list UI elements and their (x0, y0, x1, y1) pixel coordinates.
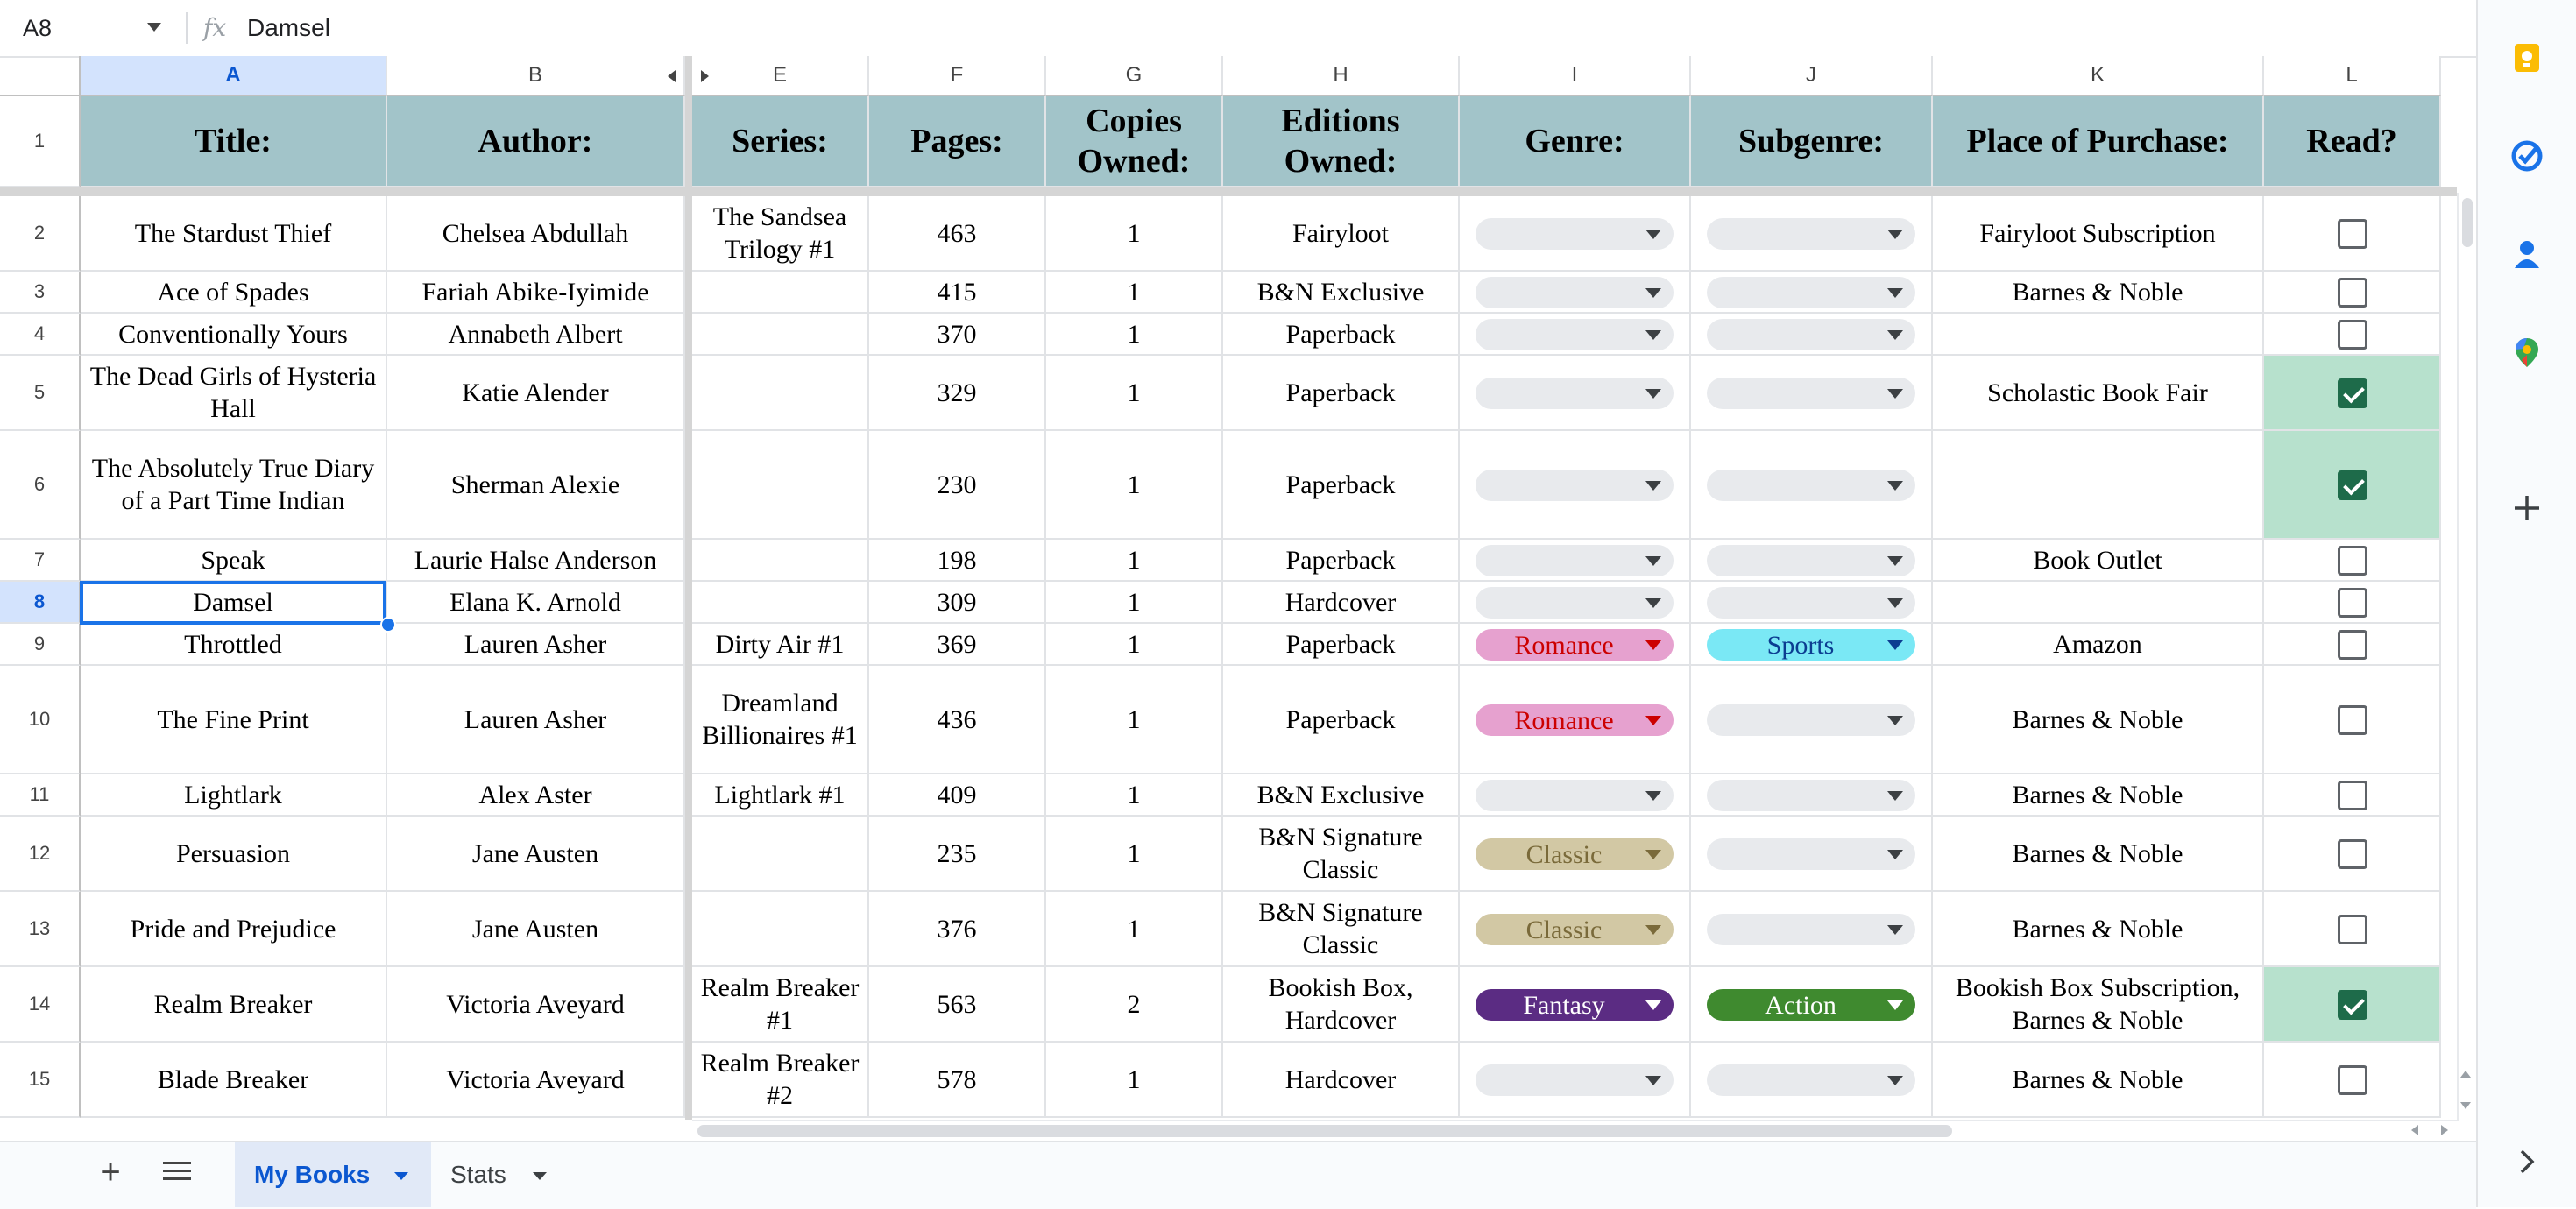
read-checkbox[interactable] (2338, 278, 2367, 308)
formula-divider (186, 12, 188, 44)
row-header-11[interactable]: 11 (0, 774, 81, 817)
cell-genre[interactable] (1460, 196, 1691, 272)
read-checkbox[interactable] (2338, 320, 2367, 350)
cell-read[interactable] (2264, 666, 2441, 774)
cell-purchase[interactable]: Scholastic Book Fair (1933, 356, 2264, 431)
cell-pages[interactable]: 230 (869, 431, 1046, 540)
genre-chip-label: Fantasy (1523, 990, 1605, 1020)
cell-title[interactable]: Damsel (81, 582, 387, 624)
cell-series[interactable]: Dreamland Billionaires #1 (692, 666, 869, 774)
read-checkbox[interactable] (2338, 546, 2367, 576)
genre-dropdown-chip[interactable] (1476, 914, 1674, 945)
genre-dropdown-chip[interactable] (1476, 378, 1674, 409)
cell-editions[interactable]: Paperback (1223, 540, 1460, 582)
cell-subgenre[interactable] (1691, 774, 1933, 817)
cell-author[interactable]: Victoria Aveyard (387, 967, 685, 1043)
fx-icon: fx (203, 13, 227, 42)
subgenre-dropdown-chip[interactable] (1707, 838, 1915, 870)
genre-dropdown-chip[interactable] (1476, 470, 1674, 501)
subgenre-dropdown-chip[interactable] (1707, 470, 1915, 501)
cell-series[interactable]: Realm Breaker #1 (692, 967, 869, 1043)
row-header-14[interactable]: 14 (0, 967, 81, 1043)
cell-subgenre[interactable] (1691, 272, 1933, 314)
chevron-down-icon[interactable] (1645, 330, 1661, 340)
contacts-icon[interactable] (2509, 237, 2544, 272)
chevron-down-icon[interactable] (394, 1172, 408, 1180)
cell-pages[interactable]: 409 (869, 774, 1046, 817)
cell-editions[interactable]: Paperback (1223, 666, 1460, 774)
header-cell-purchase[interactable]: Place of Purchase: (1933, 96, 2264, 187)
genre-dropdown-chip[interactable] (1476, 838, 1674, 870)
genre-chip-label: Romance (1514, 705, 1614, 735)
subgenre-dropdown-chip[interactable] (1707, 545, 1915, 576)
header-cell-genre[interactable]: Genre: (1460, 96, 1691, 187)
name-box-chevron-down-icon[interactable] (147, 23, 161, 32)
genre-dropdown-chip[interactable] (1476, 587, 1674, 619)
cell-read[interactable] (2264, 774, 2441, 817)
cell-read[interactable] (2264, 892, 2441, 967)
add-addon-icon[interactable] (2509, 491, 2544, 526)
row-header-2[interactable]: 2 (0, 196, 81, 272)
frozen-row-divider[interactable] (0, 187, 2457, 196)
cell-title[interactable]: Speak (81, 540, 387, 582)
chevron-down-icon[interactable] (1645, 288, 1661, 298)
cell-copies[interactable]: 1 (1046, 540, 1223, 582)
chevron-down-icon[interactable] (1645, 389, 1661, 399)
chevron-down-icon[interactable] (1645, 230, 1661, 239)
chevron-down-icon[interactable] (1645, 791, 1661, 801)
row-header-3[interactable]: 3 (0, 272, 81, 314)
cell-author[interactable]: Victoria Aveyard (387, 1043, 685, 1118)
cell-read[interactable] (2264, 272, 2441, 314)
cell-series[interactable]: The Sandsea Trilogy #1 (692, 196, 869, 272)
vertical-scroll-thumb[interactable] (2462, 198, 2473, 247)
add-sheet-button[interactable]: + (100, 1153, 121, 1191)
scroll-up-arrow-icon[interactable] (2460, 1071, 2471, 1078)
cell-title[interactable]: Throttled (81, 624, 387, 666)
cell-copies[interactable]: 1 (1046, 1043, 1223, 1118)
subgenre-dropdown-chip[interactable] (1707, 587, 1915, 619)
header-cell-title[interactable]: Title: (81, 96, 387, 187)
cell-read[interactable] (2264, 624, 2441, 666)
row-header-4[interactable]: 4 (0, 314, 81, 356)
cell-series[interactable] (692, 540, 869, 582)
cell-title[interactable]: Blade Breaker (81, 1043, 387, 1118)
cell-purchase[interactable] (1933, 431, 2264, 540)
column-header-b[interactable]: B (387, 56, 685, 96)
column-header-a[interactable]: A (81, 56, 387, 96)
chevron-down-icon[interactable] (1645, 598, 1661, 608)
column-header-i[interactable]: I (1460, 56, 1691, 96)
name-box[interactable]: A8 (23, 15, 53, 41)
expand-panel-icon[interactable] (2509, 1144, 2544, 1179)
cell-author[interactable]: Annabeth Albert (387, 314, 685, 356)
cell-purchase[interactable]: Barnes & Noble (1933, 666, 2264, 774)
read-checkbox[interactable] (2338, 630, 2367, 660)
scroll-right-arrow-icon[interactable] (2441, 1125, 2448, 1135)
cell-subgenre[interactable] (1691, 540, 1933, 582)
row-header-6[interactable]: 6 (0, 431, 81, 540)
chevron-down-icon[interactable] (1645, 1076, 1661, 1085)
read-checkbox-checked[interactable] (2338, 990, 2367, 1020)
cell-copies[interactable]: 1 (1046, 774, 1223, 817)
keep-icon[interactable] (2509, 40, 2544, 75)
genre-dropdown-chip[interactable] (1476, 704, 1674, 736)
chevron-down-icon[interactable] (1887, 640, 1903, 650)
cell-title[interactable]: Realm Breaker (81, 967, 387, 1043)
cell-pages[interactable]: 578 (869, 1043, 1046, 1118)
cell-read[interactable] (2264, 431, 2441, 540)
cell-genre[interactable] (1460, 892, 1691, 967)
subgenre-dropdown-chip[interactable] (1707, 780, 1915, 811)
cell-series[interactable] (692, 314, 869, 356)
cell-read[interactable] (2264, 356, 2441, 431)
cell-purchase[interactable]: Amazon (1933, 624, 2264, 666)
chevron-down-icon[interactable] (1645, 481, 1661, 491)
cell-subgenre[interactable] (1691, 624, 1933, 666)
cell-subgenre[interactable] (1691, 1043, 1933, 1118)
genre-dropdown-chip[interactable] (1476, 277, 1674, 308)
subgenre-chip-label: Action (1765, 990, 1836, 1020)
cell-pages[interactable]: 198 (869, 540, 1046, 582)
cell-purchase[interactable]: Barnes & Noble (1933, 1043, 2264, 1118)
cell-copies[interactable]: 1 (1046, 356, 1223, 431)
cell-title[interactable]: Pride and Prejudice (81, 892, 387, 967)
cell-copies[interactable]: 1 (1046, 196, 1223, 272)
maps-icon[interactable] (2509, 335, 2544, 370)
cell-purchase[interactable]: Bookish Box Subscription, Barnes & Noble (1933, 967, 2264, 1043)
cell-title[interactable]: Ace of Spades (81, 272, 387, 314)
chevron-down-icon[interactable] (1887, 850, 1903, 859)
cell-title[interactable]: The Absolutely True Diary of a Part Time Indian (81, 431, 387, 540)
cell-series[interactable]: Realm Breaker #2 (692, 1043, 869, 1118)
cell-author[interactable]: Jane Austen (387, 892, 685, 967)
cell-editions[interactable]: Paperback (1223, 624, 1460, 666)
cell-series[interactable] (692, 356, 869, 431)
cell-pages[interactable]: 370 (869, 314, 1046, 356)
formula-bar (0, 0, 2476, 58)
chevron-down-icon[interactable] (1887, 481, 1903, 491)
cell-author[interactable]: Fariah Abike-Iyimide (387, 272, 685, 314)
cell-purchase[interactable] (1933, 314, 2264, 356)
chevron-down-icon[interactable] (1645, 716, 1661, 725)
read-checkbox[interactable] (2338, 915, 2367, 944)
header-cell-series[interactable]: Series: (692, 96, 869, 187)
cell-read[interactable] (2264, 582, 2441, 624)
cell-subgenre[interactable] (1691, 431, 1933, 540)
cell-editions[interactable]: Bookish Box, Hardcover (1223, 967, 1460, 1043)
cell-editions[interactable]: Fairyloot (1223, 196, 1460, 272)
cell-author[interactable]: Lauren Asher (387, 666, 685, 774)
cell-purchase[interactable]: Barnes & Noble (1933, 272, 2264, 314)
chevron-down-icon[interactable] (1645, 556, 1661, 566)
cell-genre[interactable] (1460, 967, 1691, 1043)
cell-pages[interactable]: 563 (869, 967, 1046, 1043)
cell-purchase[interactable]: Book Outlet (1933, 540, 2264, 582)
cell-purchase[interactable]: Barnes & Noble (1933, 892, 2264, 967)
cell-genre[interactable] (1460, 666, 1691, 774)
tasks-icon[interactable] (2509, 138, 2544, 173)
sheet-tab-stats[interactable] (431, 1142, 571, 1207)
genre-chip-label: Romance (1514, 630, 1614, 660)
cell-subgenre[interactable] (1691, 196, 1933, 272)
genre-chip-label: Classic (1525, 915, 1603, 944)
genre-dropdown-chip[interactable] (1476, 319, 1674, 350)
select-all-corner[interactable] (0, 56, 81, 96)
genre-dropdown-chip[interactable] (1476, 989, 1674, 1021)
row-header-12[interactable]: 12 (0, 817, 81, 892)
cell-author[interactable]: Lauren Asher (387, 624, 685, 666)
cell-editions[interactable]: Paperback (1223, 431, 1460, 540)
cell-copies[interactable]: 2 (1046, 967, 1223, 1043)
cell-author[interactable]: Laurie Halse Anderson (387, 540, 685, 582)
row-header-10[interactable]: 10 (0, 666, 81, 774)
cell-editions[interactable]: B&N Exclusive (1223, 774, 1460, 817)
cell-copies[interactable]: 1 (1046, 582, 1223, 624)
cell-series[interactable] (692, 892, 869, 967)
subgenre-dropdown-chip[interactable] (1707, 914, 1915, 945)
header-cell-editions[interactable]: Editions Owned: (1223, 96, 1460, 187)
read-checkbox[interactable] (2338, 781, 2367, 810)
chevron-down-icon[interactable] (1887, 598, 1903, 608)
genre-dropdown-chip[interactable] (1476, 218, 1674, 250)
hidden-columns-left-arrow-icon[interactable] (668, 70, 676, 82)
row-header-9[interactable]: 9 (0, 624, 81, 666)
genre-chip-label: Classic (1525, 839, 1603, 869)
row-header-13[interactable]: 13 (0, 892, 81, 967)
cell-title[interactable]: The Dead Girls of Hysteria Hall (81, 356, 387, 431)
cell-title[interactable]: Conventionally Yours (81, 314, 387, 356)
cell-purchase[interactable]: Barnes & Noble (1933, 774, 2264, 817)
horizontal-scroll-thumb[interactable] (697, 1125, 1952, 1137)
cell-genre[interactable] (1460, 540, 1691, 582)
all-sheets-menu-icon[interactable] (163, 1162, 191, 1183)
cell-pages[interactable]: 436 (869, 666, 1046, 774)
chevron-down-icon[interactable] (533, 1172, 547, 1180)
header-cell-author[interactable]: Author: (387, 96, 685, 187)
row-header-8[interactable]: 8 (0, 582, 81, 624)
cell-subgenre[interactable] (1691, 666, 1933, 774)
cell-pages[interactable]: 235 (869, 817, 1046, 892)
cell-read[interactable] (2264, 314, 2441, 356)
read-checkbox[interactable] (2338, 588, 2367, 618)
cell-copies[interactable]: 1 (1046, 624, 1223, 666)
chevron-down-icon[interactable] (1887, 1000, 1903, 1010)
column-header-k[interactable]: K (1933, 56, 2264, 96)
cell-editions[interactable]: Hardcover (1223, 1043, 1460, 1118)
chevron-down-icon[interactable] (1887, 556, 1903, 566)
subgenre-dropdown-chip[interactable] (1707, 378, 1915, 409)
cell-pages[interactable]: 376 (869, 892, 1046, 967)
subgenre-dropdown-chip[interactable] (1707, 319, 1915, 350)
chevron-down-icon[interactable] (1887, 1076, 1903, 1085)
row-header-7[interactable]: 7 (0, 540, 81, 582)
cell-author[interactable]: Jane Austen (387, 817, 685, 892)
cell-editions[interactable]: B&N Signature Classic (1223, 892, 1460, 967)
cell-genre[interactable] (1460, 624, 1691, 666)
scroll-left-arrow-icon[interactable] (2411, 1125, 2418, 1135)
subgenre-dropdown-chip[interactable] (1707, 277, 1915, 308)
chevron-down-icon[interactable] (1887, 230, 1903, 239)
header-cell-read[interactable]: Read? (2264, 96, 2441, 187)
cell-read[interactable] (2264, 967, 2441, 1043)
vertical-scrollbar[interactable] (2457, 193, 2478, 1120)
cell-editions[interactable]: Hardcover (1223, 582, 1460, 624)
cell-genre[interactable] (1460, 582, 1691, 624)
read-checkbox[interactable] (2338, 839, 2367, 869)
scroll-down-arrow-icon[interactable] (2460, 1102, 2471, 1109)
cell-title[interactable]: Persuasion (81, 817, 387, 892)
row-header-1[interactable]: 1 (0, 96, 81, 187)
chevron-down-icon[interactable] (1887, 791, 1903, 801)
cell-series[interactable]: Lightlark #1 (692, 774, 869, 817)
cell-editions[interactable]: B&N Signature Classic (1223, 817, 1460, 892)
chevron-down-icon[interactable] (1887, 330, 1903, 340)
frozen-column-divider[interactable] (685, 56, 692, 1120)
cell-author[interactable]: Chelsea Abdullah (387, 196, 685, 272)
cell-series[interactable] (692, 272, 869, 314)
cell-series[interactable] (692, 582, 869, 624)
cell-copies[interactable]: 1 (1046, 666, 1223, 774)
cell-read[interactable] (2264, 817, 2441, 892)
cell-pages[interactable]: 415 (869, 272, 1046, 314)
chevron-down-icon[interactable] (1645, 1000, 1661, 1010)
header-cell-pages[interactable]: Pages: (869, 96, 1046, 187)
read-checkbox[interactable] (2338, 1065, 2367, 1095)
read-checkbox-checked[interactable] (2338, 470, 2367, 500)
cell-genre[interactable] (1460, 356, 1691, 431)
chevron-down-icon[interactable] (1887, 288, 1903, 298)
subgenre-chip-label: Sports (1766, 630, 1835, 660)
genre-dropdown-chip[interactable] (1476, 629, 1674, 661)
cell-copies[interactable]: 1 (1046, 892, 1223, 967)
cell-title[interactable]: The Stardust Thief (81, 196, 387, 272)
cell-read[interactable] (2264, 540, 2441, 582)
cell-series[interactable]: Dirty Air #1 (692, 624, 869, 666)
column-header-e[interactable]: E (692, 56, 869, 96)
read-checkbox[interactable] (2338, 705, 2367, 735)
genre-dropdown-chip[interactable] (1476, 545, 1674, 576)
cell-editions[interactable]: Paperback (1223, 356, 1460, 431)
active-cell-selection (80, 581, 386, 625)
cell-subgenre[interactable] (1691, 582, 1933, 624)
header-cell-copies[interactable]: Copies Owned: (1046, 96, 1223, 187)
cell-copies[interactable]: 1 (1046, 431, 1223, 540)
sheet-tab-label: Stats (450, 1161, 506, 1188)
sheet-tab-my-books[interactable] (235, 1142, 431, 1207)
fill-handle[interactable] (380, 617, 396, 633)
subgenre-dropdown-chip[interactable] (1707, 218, 1915, 250)
row-header-5[interactable]: 5 (0, 356, 81, 431)
cell-subgenre[interactable] (1691, 817, 1933, 892)
cell-subgenre[interactable] (1691, 967, 1933, 1043)
cell-genre[interactable] (1460, 272, 1691, 314)
cell-subgenre[interactable] (1691, 356, 1933, 431)
cell-subgenre[interactable] (1691, 314, 1933, 356)
cell-series[interactable] (692, 817, 869, 892)
cell-purchase[interactable]: Fairyloot Subscription (1933, 196, 2264, 272)
cell-copies[interactable]: 1 (1046, 272, 1223, 314)
cell-genre[interactable] (1460, 1043, 1691, 1118)
cell-author[interactable]: Elana K. Arnold (387, 582, 685, 624)
subgenre-dropdown-chip[interactable] (1707, 989, 1915, 1021)
hidden-columns-right-arrow-icon[interactable] (701, 70, 709, 82)
sheet-tab-label: My Books (254, 1161, 371, 1188)
chevron-down-icon[interactable] (1645, 925, 1661, 935)
subgenre-dropdown-chip[interactable] (1707, 704, 1915, 736)
column-header-f[interactable]: F (869, 56, 1046, 96)
genre-dropdown-chip[interactable] (1476, 1064, 1674, 1096)
cell-pages[interactable]: 309 (869, 582, 1046, 624)
cell-copies[interactable]: 1 (1046, 314, 1223, 356)
cell-purchase[interactable]: Barnes & Noble (1933, 817, 2264, 892)
chevron-down-icon[interactable] (1887, 389, 1903, 399)
column-header-l[interactable]: L (2264, 56, 2441, 96)
cell-pages[interactable]: 463 (869, 196, 1046, 272)
cell-author[interactable]: Katie Alender (387, 356, 685, 431)
cell-read[interactable] (2264, 1043, 2441, 1118)
cell-title[interactable]: The Fine Print (81, 666, 387, 774)
header-cell-subgenre[interactable]: Subgenre: (1691, 96, 1933, 187)
chevron-down-icon[interactable] (1887, 716, 1903, 725)
cell-read[interactable] (2264, 196, 2441, 272)
cell-editions[interactable]: Paperback (1223, 314, 1460, 356)
subgenre-dropdown-chip[interactable] (1707, 1064, 1915, 1096)
read-checkbox[interactable] (2338, 219, 2367, 249)
read-checkbox-checked[interactable] (2338, 378, 2367, 408)
chevron-down-icon[interactable] (1645, 640, 1661, 650)
column-header-g[interactable]: G (1046, 56, 1223, 96)
chevron-down-icon[interactable] (1887, 925, 1903, 935)
cell-editions[interactable]: B&N Exclusive (1223, 272, 1460, 314)
chevron-down-icon[interactable] (1645, 850, 1661, 859)
cell-series[interactable] (692, 431, 869, 540)
cell-title[interactable]: Lightlark (81, 774, 387, 817)
genre-dropdown-chip[interactable] (1476, 780, 1674, 811)
subgenre-dropdown-chip[interactable] (1707, 629, 1915, 661)
cell-purchase[interactable] (1933, 582, 2264, 624)
cell-genre[interactable] (1460, 817, 1691, 892)
cell-author[interactable]: Sherman Alexie (387, 431, 685, 540)
column-header-j[interactable]: J (1691, 56, 1933, 96)
cell-subgenre[interactable] (1691, 892, 1933, 967)
cell-copies[interactable]: 1 (1046, 817, 1223, 892)
row-header-15[interactable]: 15 (0, 1043, 81, 1118)
side-panel (2476, 0, 2576, 1207)
cell-author[interactable]: Alex Aster (387, 774, 685, 817)
cell-genre[interactable] (1460, 774, 1691, 817)
cell-genre[interactable] (1460, 431, 1691, 540)
cell-genre[interactable] (1460, 314, 1691, 356)
column-header-h[interactable]: H (1223, 56, 1460, 96)
cell-pages[interactable]: 329 (869, 356, 1046, 431)
cell-pages[interactable]: 369 (869, 624, 1046, 666)
formula-input[interactable]: Damsel (247, 14, 330, 41)
